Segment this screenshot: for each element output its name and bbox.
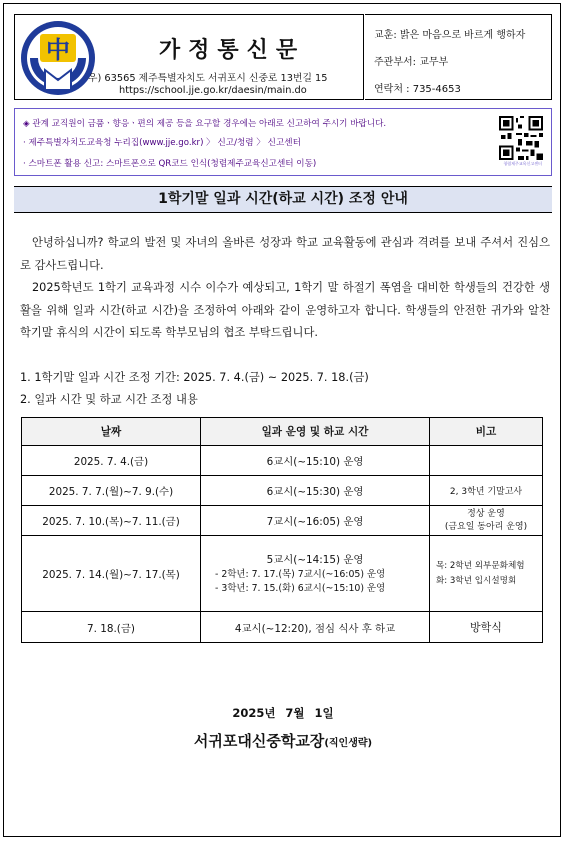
letterhead [14, 14, 552, 100]
row-note-line: 정상 운영 [467, 508, 505, 519]
row-schedule-sub: - 3학년: 7. 15.(화) 6교시(~15:10) 운영 [215, 582, 386, 594]
signature [0, 730, 566, 751]
department: 주관부서: 교무부 [374, 57, 449, 68]
letterhead-right [365, 14, 552, 100]
table-header-row [22, 418, 543, 446]
row-date: 2025. 7. 10.(목)~7. 11.(금) [22, 506, 201, 536]
qr-code-icon[interactable] [499, 115, 543, 161]
seal-note: (직인생략) [324, 738, 373, 749]
header-schedule: 일과 운영 및 하교 시간 [201, 418, 430, 446]
row-date: 7. 18.(금) [22, 612, 201, 643]
row-note-line: 화: 3학년 입시설명회 [436, 575, 517, 586]
row-note [430, 446, 543, 476]
row-note-line: (금요일 동아리 운영) [444, 521, 528, 532]
adjustment-period: 1. 1학기말 일과 시간 조정 기간: 2025. 7. 4.(금) ~ 2025. 7. 18.(금) [20, 371, 369, 384]
row-date: 2025. 7. 4.(금) [22, 446, 201, 476]
row-note [430, 506, 543, 536]
qr-caption: 청렴제주교육신고센터 [503, 161, 542, 166]
table-row [22, 446, 543, 476]
school-motto: 교훈: 밝은 마음으로 바르게 행하자 [374, 30, 526, 41]
school-address: 우) 63565 제주특별자치도 서귀포시 신중로 13번길 15 [88, 73, 328, 84]
row-date: 2025. 7. 7.(월)~7. 9.(수) [22, 476, 201, 506]
header-date: 날짜 [22, 418, 201, 446]
row-schedule: 6교시(~15:30) 운영 [201, 476, 430, 506]
notice-line-2: · 제주특별자치도교육청 누리집(www.jje.go.kr) 〉 신고/청렴 〉 신고센터 [23, 138, 301, 148]
contact-number: 연락처 : 735-4653 [374, 84, 461, 95]
row-schedule-sub: - 2학년: 7. 17.(목) 7교시(~16:05) 운영 [215, 568, 386, 580]
row-date: 2025. 7. 14.(월)~7. 17.(목) [22, 536, 201, 612]
row-schedule: 4교시(~12:20), 점심 식사 후 하교 [201, 612, 430, 643]
table-heading: 2. 일과 시간 및 하교 시간 조정 내용 [20, 393, 198, 406]
notice-line-3: · 스마트폰 활용 신고: 스마트폰으로 QR코드 인식(청렴제주교육신고센터 이동) [23, 159, 317, 169]
greeting-paragraph: 안녕하십니까? 학교의 발전 및 자녀의 올바른 성장과 학교 교육활동에 관심과 격려를 보내 주셔서 진심으로 감사드립니다. [20, 236, 550, 272]
table-row [22, 476, 543, 506]
table-row [22, 612, 543, 643]
school-logo-icon [20, 20, 96, 96]
table-row [22, 506, 543, 536]
row-schedule-main: 5교시(~14:15) 운영 [266, 553, 364, 566]
notice-line-1: ◈ 관계 교직원이 금품ㆍ향응ㆍ편의 제공 등을 요구할 경우에는 아래로 신고하여 주시기 바랍니다. [23, 119, 387, 129]
row-schedule: 6교시(~15:10) 운영 [201, 446, 430, 476]
school-url[interactable]: https://school.jje.go.kr/daesin/main.do [119, 85, 307, 96]
letterhead-left [14, 14, 364, 100]
row-schedule [201, 536, 430, 612]
page-title: 1학기말 일과 시간(하교 시간) 조정 안내 [14, 186, 552, 213]
row-note-line: 목: 2학년 외부문화체험 [436, 560, 525, 571]
main-paragraph: 2025학년도 1학기 교육과정 시수 이수가 예상되고, 1학기 말 하절기 폭염을 대비한 학생들의 건강한 생활을 위해 일과 시간(하교 시간)을 조정하여 아래와 같이 운영하고자 합니다. 학생들의 안전한 귀가와 알찬 학기말 휴식의 시간이 되도록 학부모님의 협조 부탁드립니다. [20, 281, 550, 339]
table-row [22, 536, 543, 612]
document-type-title: 가정통신문 [158, 38, 306, 63]
logo-text: 中 [46, 36, 70, 64]
integrity-notice-box [14, 108, 552, 176]
row-note [430, 536, 543, 612]
schedule-table [21, 417, 543, 643]
issue-date: 2025년 7월 1일 [232, 706, 334, 720]
row-schedule: 7교시(~16:05) 운영 [201, 506, 430, 536]
row-note: 방학식 [430, 612, 543, 643]
header-note: 비고 [430, 418, 543, 446]
principal-title: 서귀포대신중학교장 [193, 732, 325, 750]
row-note: 2, 3학년 기말고사 [430, 476, 543, 506]
